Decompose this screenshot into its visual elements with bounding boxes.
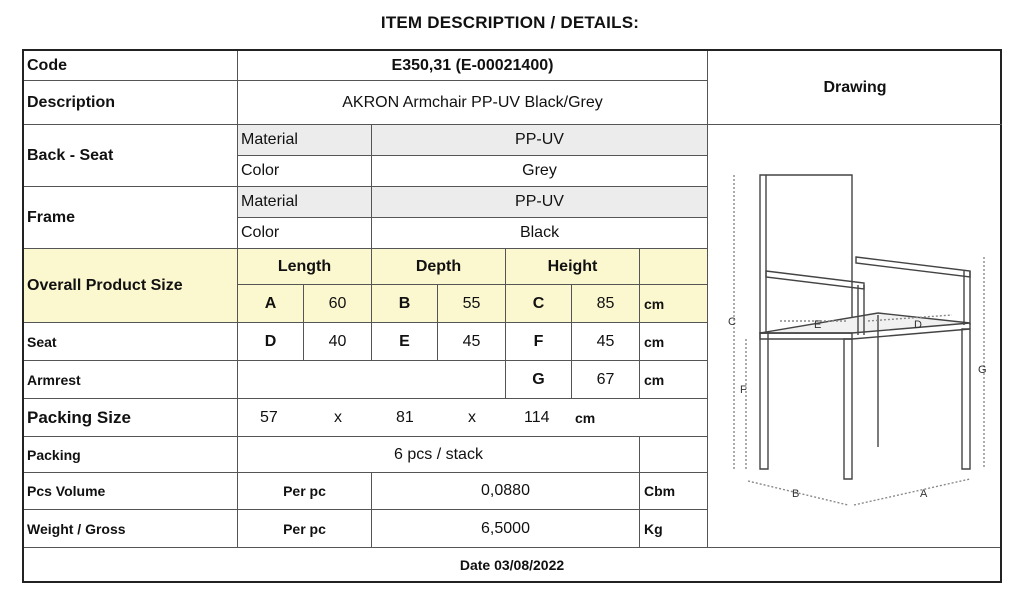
pcs-volume-per: Per pc: [238, 473, 372, 510]
length-header: Length: [238, 249, 372, 285]
leg-front-right: [962, 329, 970, 469]
chair-diagram: [708, 125, 1002, 545]
dim-g-letter: G: [506, 361, 572, 399]
back-seat-color-label: Color: [238, 156, 372, 187]
height-header: Height: [506, 249, 640, 285]
weight-value: 6,5000: [372, 510, 640, 547]
unit-header-blank: [640, 249, 708, 285]
armrest-blank: [238, 361, 506, 399]
packing-size-x2: x: [468, 409, 476, 426]
seat-label: Seat: [24, 323, 238, 361]
dim-line-a: [854, 479, 970, 505]
date-footer: Date 03/08/2022: [24, 547, 1000, 581]
packing-size-x1: x: [334, 409, 342, 426]
dim-c-letter: C: [506, 285, 572, 323]
pcs-volume-label: Pcs Volume: [24, 473, 238, 510]
label-e: E: [814, 319, 822, 331]
dim-e-value: 45: [438, 323, 506, 361]
backrest-panel: [760, 175, 852, 333]
dim-f-value: 45: [572, 323, 640, 361]
dim-b-letter: B: [372, 285, 438, 323]
code-label: Code: [24, 51, 238, 81]
pcs-volume-value: 0,0880: [372, 473, 640, 510]
label-f: F: [740, 384, 747, 396]
label-g: G: [978, 364, 987, 376]
description-label: Description: [24, 81, 238, 125]
frame-label: Frame: [24, 187, 238, 249]
label-c: C: [728, 316, 736, 328]
seat-panel: [760, 313, 970, 333]
page-title: ITEM DESCRIPTION / DETAILS:: [380, 13, 640, 32]
packing-label: Packing: [24, 437, 238, 473]
back-seat-material-label: Material: [238, 125, 372, 156]
leg-back-left: [760, 333, 768, 469]
seat-unit: cm: [640, 323, 708, 361]
label-a: A: [920, 488, 928, 500]
armrest-unit: cm: [640, 361, 708, 399]
overall-size-label: Overall Product Size: [24, 249, 238, 323]
label-b: B: [792, 488, 800, 500]
armrest-left-top: [766, 271, 864, 289]
packing-size-label: Packing Size: [24, 399, 238, 437]
packing-size-unit: cm: [575, 410, 596, 426]
packing-size-width: 81: [396, 409, 414, 426]
details-table: [22, 49, 1002, 583]
code-value: E350,31 (E-00021400): [238, 51, 708, 81]
back-seat-color: Grey: [372, 156, 708, 187]
back-seat-label: Back - Seat: [24, 125, 238, 187]
leg-front-left: [844, 339, 852, 479]
weight-unit: Kg: [640, 510, 708, 547]
back-seat-material: PP-UV: [372, 125, 708, 156]
packing-size-height: 114: [524, 409, 550, 426]
dim-a-letter: A: [238, 285, 304, 323]
dim-f-letter: F: [506, 323, 572, 361]
dim-d-letter: D: [238, 323, 304, 361]
dim-d-value: 40: [304, 323, 372, 361]
armrest-right-top: [856, 257, 970, 277]
frame-material: PP-UV: [372, 187, 708, 218]
description-value: AKRON Armchair PP-UV Black/Grey: [238, 81, 708, 125]
dim-c-value: 85: [572, 285, 640, 323]
packing-value: 6 pcs / stack: [238, 437, 640, 473]
packing-unit-blank: [640, 437, 708, 473]
frame-material-label: Material: [238, 187, 372, 218]
frame-color: Black: [372, 218, 708, 249]
packing-size-length: 57: [260, 409, 278, 426]
drawing-header: Drawing: [708, 51, 1002, 125]
frame-color-label: Color: [238, 218, 372, 249]
depth-header: Depth: [372, 249, 506, 285]
dim-b-value: 55: [438, 285, 506, 323]
chair-drawing: [708, 125, 1002, 545]
armrest-label: Armrest: [24, 361, 238, 399]
label-d: D: [914, 319, 922, 331]
dim-e-letter: E: [372, 323, 438, 361]
seat-front-edge: [760, 333, 852, 339]
dim-g-value: 67: [572, 361, 640, 399]
weight-label: Weight / Gross: [24, 510, 238, 547]
weight-per: Per pc: [238, 510, 372, 547]
overall-unit: cm: [640, 285, 708, 323]
dim-a-value: 60: [304, 285, 372, 323]
pcs-volume-unit: Cbm: [640, 473, 708, 510]
